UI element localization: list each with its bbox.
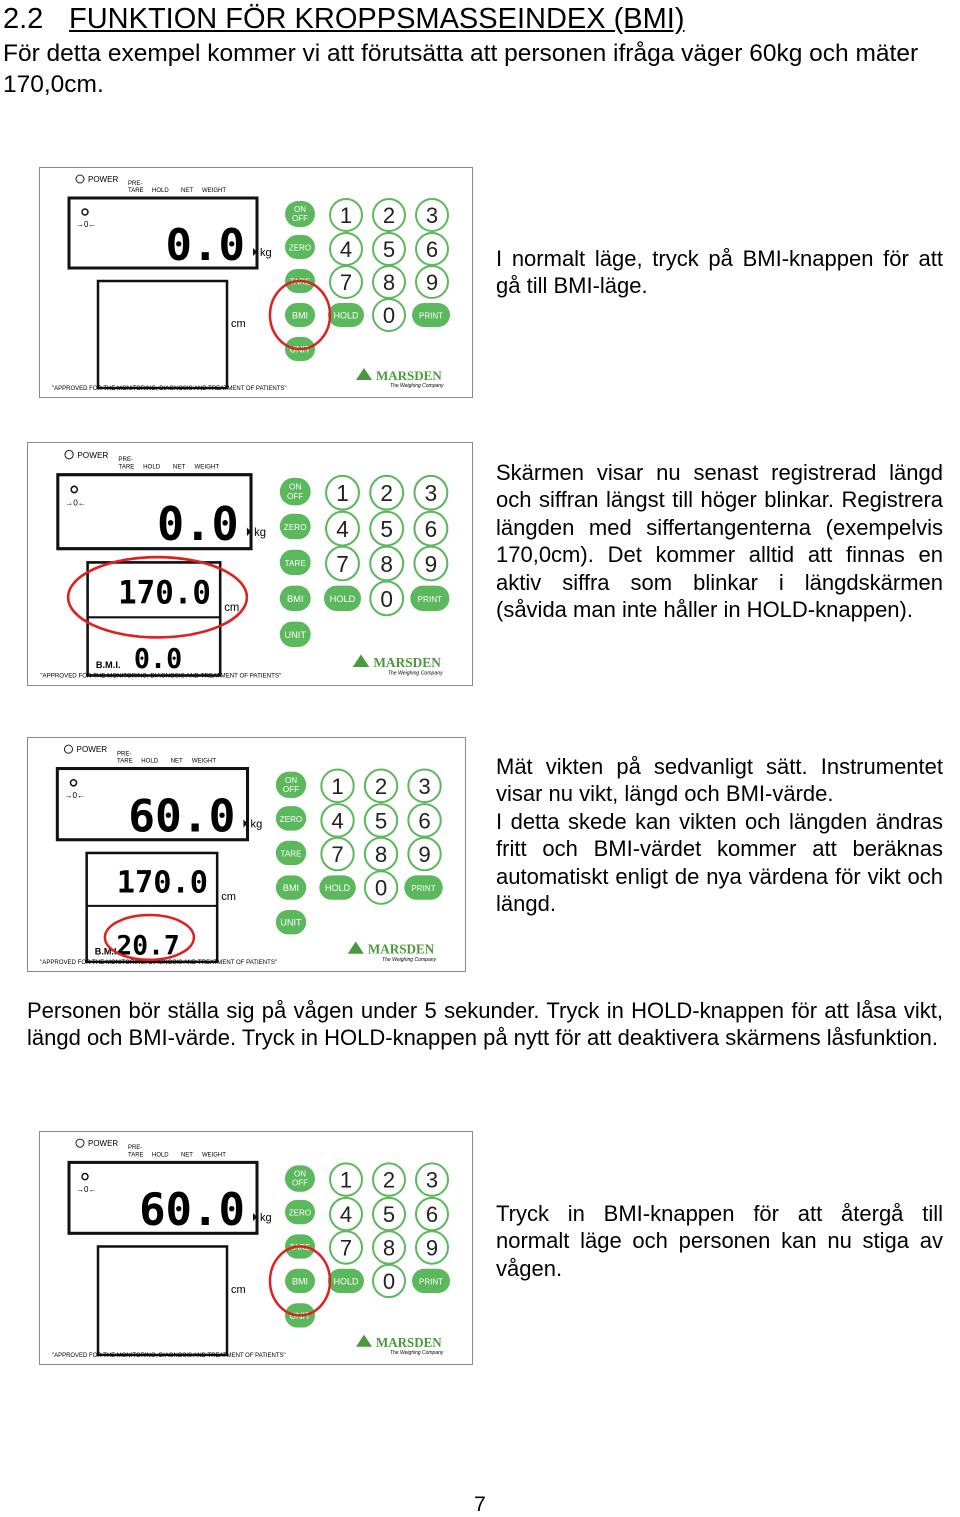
brand-tagline: The Weighing Company <box>387 670 443 677</box>
unit-button-label: UNIT <box>289 1310 311 1321</box>
digit-key-5-label: 5 <box>380 515 393 543</box>
digit-key-4-label: 4 <box>331 808 344 834</box>
on-label: ON <box>289 481 302 492</box>
zero-button-label: ZERO <box>283 522 307 533</box>
power-label: POWER <box>77 449 109 460</box>
weight-indicator-label: WEIGHT <box>191 757 217 765</box>
pretare-label-1: PRE- <box>128 1145 143 1152</box>
power-indicator <box>65 450 73 458</box>
bmi-button-label: BMI <box>282 883 300 894</box>
pretare-label-1: PRE- <box>118 455 134 463</box>
kg-unit: kg <box>260 247 272 259</box>
zero-button-label: ZERO <box>288 243 312 253</box>
digit-key-8-label: 8 <box>382 1235 396 1261</box>
digit-key-0-label: 0 <box>382 1268 396 1295</box>
power-indicator <box>76 175 84 183</box>
approval-text: "APPROVED FOR THE MONITORING, DIAGNOSIS AND TREATMENT OF PATIENTS" <box>40 958 278 966</box>
page-number: 7 <box>474 1493 486 1516</box>
digit-key-0-label: 0 <box>380 585 393 612</box>
hold-indicator-label: HOLD <box>152 1152 169 1159</box>
brand-tagline: The Weighing Company <box>390 383 444 389</box>
digit-key-3-label: 3 <box>424 479 438 507</box>
digit-key-7-label: 7 <box>331 842 344 868</box>
stable-icon: →0← <box>76 1184 97 1194</box>
bmi-display-label: B.M.I. <box>94 946 120 957</box>
digit-key-2-label: 2 <box>380 479 393 507</box>
brand-name: MARSDEN <box>367 941 435 957</box>
brand-tagline: The Weighing Company <box>382 956 437 963</box>
unit-button-label: UNIT <box>280 917 302 928</box>
digit-key-9-label: 9 <box>424 550 438 577</box>
digit-key-2-label: 2 <box>382 203 396 228</box>
stable-icon: →0← <box>64 791 86 801</box>
scale-panel-2 <box>27 442 473 686</box>
power-label: POWER <box>88 1139 119 1149</box>
brand-name: MARSDEN <box>376 1334 442 1350</box>
hold-indicator-label: HOLD <box>143 463 161 471</box>
net-indicator-label: NET <box>181 1152 193 1159</box>
cm-unit: cm <box>231 1284 246 1297</box>
scale-panel-1 <box>39 167 473 398</box>
on-label: ON <box>284 775 298 785</box>
step-2-text <box>496 459 943 623</box>
digit-key-7-label: 7 <box>339 270 353 295</box>
height-readout: 170.0 <box>118 575 211 612</box>
bmi-readout: 0.0 <box>133 643 183 676</box>
digit-key-9-label: 9 <box>425 270 439 295</box>
digit-key-5-label: 5 <box>382 1202 396 1228</box>
power-label: POWER <box>76 745 108 755</box>
digit-key-6-label: 6 <box>418 808 431 834</box>
on-label: ON <box>294 205 306 214</box>
digit-key-6-label: 6 <box>425 237 439 262</box>
weight-readout: 60.0 <box>128 790 236 843</box>
on-label: ON <box>294 1169 306 1179</box>
digit-key-0-label: 0 <box>374 875 388 901</box>
pretare-label-2: TARE <box>117 757 133 765</box>
weight-readout: 0.0 <box>165 220 245 271</box>
unit-button-label: UNIT <box>284 629 307 641</box>
approval-text: "APPROVED FOR THE MONITORING, DIAGNOSIS AND TREATMENT OF PATIENTS" <box>52 1352 286 1359</box>
digit-key-7-label: 7 <box>336 550 349 577</box>
net-indicator-label: NET <box>170 757 183 765</box>
brand-name: MARSDEN <box>376 368 442 383</box>
weight-indicator-label: WEIGHT <box>202 188 226 194</box>
bmi-button-label: BMI <box>291 310 309 321</box>
tare-button-label: TARE <box>280 849 302 859</box>
scale-illustration-3 <box>28 738 465 971</box>
unit-button-label: UNIT <box>289 344 311 355</box>
digit-key-1-label: 1 <box>336 479 349 507</box>
digit-key-9-label: 9 <box>418 842 431 868</box>
print-button-label: PRINT <box>417 593 443 605</box>
weight-indicator-label: WEIGHT <box>194 463 220 471</box>
approval-text: "APPROVED FOR THE MONITORING, DIAGNOSIS AND TREATMENT OF PATIENTS" <box>52 386 287 392</box>
brand-tagline: The Weighing Company <box>390 1349 444 1356</box>
cm-unit: cm <box>221 890 237 903</box>
section-number: 2.2 <box>3 3 44 35</box>
digit-key-8-label: 8 <box>374 842 388 868</box>
bmi-display-label: B.M.I. <box>95 659 121 671</box>
bmi-button-label: BMI <box>292 1276 308 1287</box>
hold-button-label: HOLD <box>333 310 359 321</box>
digit-key-1-label: 1 <box>331 773 344 799</box>
pretare-label-2: TARE <box>128 1152 144 1159</box>
digit-key-1-label: 1 <box>339 1167 353 1193</box>
step-3-text <box>496 753 943 917</box>
kg-unit: kg <box>250 818 263 831</box>
print-button-label: PRINT <box>419 1277 443 1287</box>
step-4-text <box>496 1200 943 1282</box>
approval-text: "APPROVED FOR THE MONITORING, DIAGNOSIS AND TREATMENT OF PATIENTS" <box>40 672 282 680</box>
section-title: FUNKTION FÖR KROPPSMASSEINDEX (BMI) <box>69 3 685 35</box>
digit-key-6-label: 6 <box>424 515 438 543</box>
pretare-label-2: TARE <box>118 463 135 471</box>
hold-indicator-label: HOLD <box>152 188 169 194</box>
digit-key-2-label: 2 <box>374 773 388 799</box>
weight-indicator-label: WEIGHT <box>202 1152 226 1159</box>
height-display <box>98 1246 227 1354</box>
brand-name: MARSDEN <box>373 654 441 671</box>
digit-key-4-label: 4 <box>339 237 353 262</box>
print-button-label: PRINT <box>419 311 443 321</box>
digit-key-4-label: 4 <box>339 1202 353 1228</box>
net-indicator-label: NET <box>181 188 193 194</box>
digit-key-0-label: 0 <box>382 303 396 328</box>
power-label: POWER <box>88 175 119 184</box>
height-readout: 170.0 <box>116 865 209 901</box>
stable-icon: →0← <box>65 497 86 508</box>
scale-illustration-2 <box>28 443 472 685</box>
marsden-logo-icon <box>353 654 369 667</box>
tare-button-label: TARE <box>289 1242 311 1253</box>
print-button-label: PRINT <box>411 884 436 894</box>
off-label: OFF <box>292 214 308 223</box>
zero-button-label: ZERO <box>279 814 303 824</box>
weight-readout: 0.0 <box>157 496 239 552</box>
weight-readout: 60.0 <box>139 1184 245 1237</box>
digit-key-7-label: 7 <box>339 1235 353 1261</box>
marsden-logo-icon <box>348 941 364 953</box>
digit-key-5-label: 5 <box>382 237 396 262</box>
hold-note: Personen bör ställa sig på vågen under 5 sekunder. Tryck in HOLD-knappen för att låsa vikt, längd och BMI-värde. Tryck in HOLD-knappen på nytt för att deaktivera skärmens låsfunktion. <box>27 998 943 1051</box>
pretare-label-1: PRE- <box>128 181 143 187</box>
marsden-logo-icon <box>356 1335 372 1347</box>
step-4-paragraph: Tryck in BMI-knappen för att återgå till normalt läge och personen kan nu stiga av vågen. <box>496 1201 943 1281</box>
tare-button-label: TARE <box>289 277 311 287</box>
digit-key-8-label: 8 <box>382 270 396 295</box>
section-heading <box>3 2 685 36</box>
hold-button-label: HOLD <box>333 1276 359 1287</box>
digit-key-4-label: 4 <box>336 515 349 543</box>
marsden-logo-icon <box>356 368 372 380</box>
net-indicator-label: NET <box>172 463 186 471</box>
kg-unit: kg <box>254 526 267 540</box>
tare-button-label: TARE <box>284 558 306 569</box>
digit-key-2-label: 2 <box>382 1167 396 1193</box>
power-indicator <box>64 745 72 753</box>
intro-paragraph: För detta exempel kommer vi att förutsätta att personen ifråga väger 60kg och mäter 170,0cm. <box>3 40 919 98</box>
step-2-paragraph: Skärmen visar nu senast registrerad längd och siffran längst till höger blinkar. Registrera längden med siffertangenterna (exempelvis 170,0cm). Det kommer alltid att finnas en aktiv siffra som blinkar i längdskärmen (såvida man inte håller in HOLD-knappen). <box>496 460 943 623</box>
step-3-paragraph-2: I detta skede kan vikten och längden ändras fritt och BMI-värdet kommer att beräknas automatiskt enligt de nya värdena för vikt och längd. <box>496 808 943 917</box>
off-label: OFF <box>282 784 300 794</box>
kg-unit: kg <box>260 1212 272 1225</box>
step-3-paragraph-1: Mät vikten på sedvanligt sätt. Instrumentet visar nu vikt, längd och BMI-värde. <box>496 754 943 807</box>
pretare-label-2: TARE <box>128 188 144 194</box>
off-label: OFF <box>292 1178 308 1188</box>
power-indicator <box>76 1139 84 1147</box>
digit-key-3-label: 3 <box>418 773 431 799</box>
digit-key-5-label: 5 <box>374 808 388 834</box>
hold-button-label: HOLD <box>329 593 356 605</box>
off-label: OFF <box>287 490 304 502</box>
digit-key-6-label: 6 <box>425 1202 439 1228</box>
bmi-button-label: BMI <box>287 593 304 605</box>
cm-unit: cm <box>224 601 240 615</box>
scale-illustration-1 <box>40 168 472 397</box>
scale-illustration-4 <box>40 1132 472 1364</box>
scale-panel-4 <box>39 1131 473 1365</box>
cm-unit: cm <box>231 318 246 330</box>
stable-icon: →0← <box>76 220 97 229</box>
bmi-readout: 20.7 <box>116 931 180 962</box>
hold-button-label: HOLD <box>324 883 351 894</box>
height-display <box>98 281 227 388</box>
digit-key-1-label: 1 <box>339 203 353 228</box>
scale-panel-3 <box>27 737 466 972</box>
step-1-paragraph: I normalt läge, tryck på BMI-knappen för att gå till BMI-läge. <box>496 246 943 299</box>
digit-key-3-label: 3 <box>425 1167 439 1193</box>
step-1-text <box>496 245 943 300</box>
hold-indicator-label: HOLD <box>141 757 159 765</box>
digit-key-3-label: 3 <box>425 203 439 228</box>
digit-key-8-label: 8 <box>380 550 393 577</box>
zero-button-label: ZERO <box>288 1208 312 1218</box>
digit-key-9-label: 9 <box>425 1235 439 1261</box>
pretare-label-1: PRE- <box>117 750 132 758</box>
